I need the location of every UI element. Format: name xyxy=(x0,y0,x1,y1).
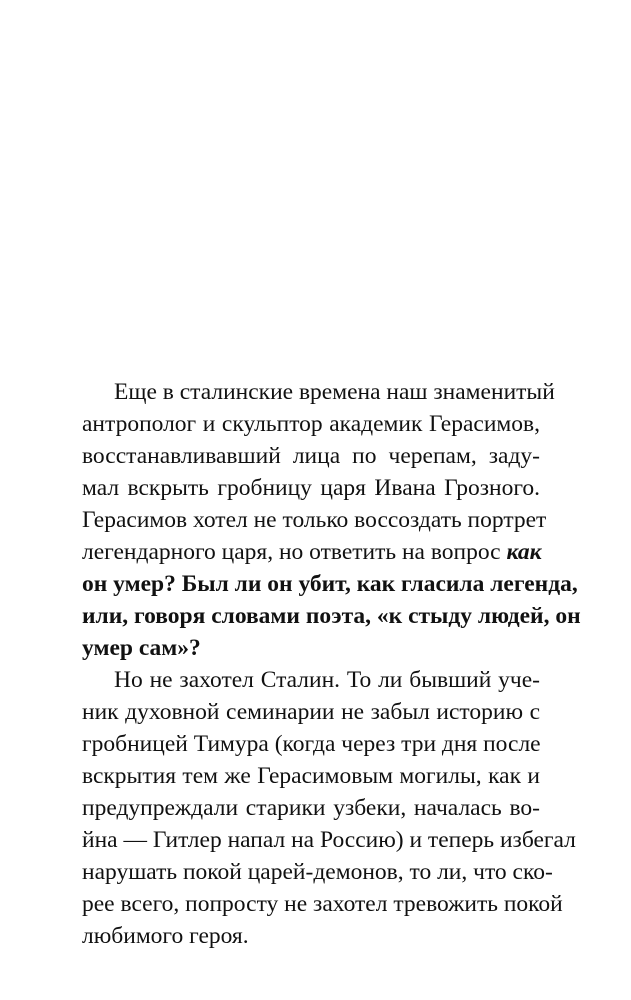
text-line xyxy=(82,760,540,792)
text-segment: мал вскрыть гробницу царя Ивана Грозного. xyxy=(82,475,540,501)
text-segment: вскрытия тем же Герасимовым могилы, как и xyxy=(82,763,540,789)
text-line xyxy=(82,440,540,472)
text-line xyxy=(82,632,540,664)
emphasized-text: или, говоря словами поэта, «к стыду людей, он xyxy=(82,603,581,629)
text-segment: ник духовной семинарии не забыл историю с xyxy=(82,699,540,725)
paragraph xyxy=(82,376,581,664)
emphasized-text: он умер? Был ли он убит, как гласила легенда, xyxy=(82,571,578,597)
text-segment: Еще в сталинские времена наш знаменитый xyxy=(114,379,555,405)
text-line xyxy=(82,536,540,568)
text-line xyxy=(82,696,540,728)
paragraph xyxy=(82,664,576,952)
emphasized-text: умер сам»? xyxy=(82,635,201,661)
text-line xyxy=(82,376,555,408)
text-line xyxy=(82,888,563,920)
text-segment: восстанавливавший лица по черепам, заду- xyxy=(82,443,540,469)
text-line xyxy=(82,568,578,600)
text-segment: любимого героя. xyxy=(82,923,249,949)
text-line xyxy=(82,600,581,632)
text-segment: легендарного царя, но ответить на вопрос xyxy=(82,539,507,565)
text-line xyxy=(82,504,547,536)
text-line xyxy=(82,408,540,440)
body-text xyxy=(82,376,581,952)
text-segment: предупреждали старики узбеки, началась во- xyxy=(82,795,540,821)
text-segment: Герасимов хотел не только воссоздать портрет xyxy=(82,507,547,533)
text-segment: гробницей Тимура (когда через три дня после xyxy=(82,731,541,757)
emphasized-text: как xyxy=(506,539,542,565)
text-line xyxy=(82,792,540,824)
text-segment: йна — Гитлер напал на Россию) и теперь избегал xyxy=(82,827,576,853)
text-line xyxy=(82,824,576,856)
text-segment: антрополог и скульптор академик Герасимов, xyxy=(82,411,540,437)
text-segment: нарушать покой царей-демонов, то ли, что ско- xyxy=(82,859,553,885)
text-segment: Но не захотел Сталин. То ли бывший уче- xyxy=(114,667,540,693)
text-line xyxy=(82,728,540,760)
text-line xyxy=(82,472,540,504)
text-line xyxy=(82,856,553,888)
text-line xyxy=(82,920,540,952)
text-line xyxy=(82,664,540,696)
text-segment: рее всего, попросту не захотел тревожить покой xyxy=(82,891,563,917)
